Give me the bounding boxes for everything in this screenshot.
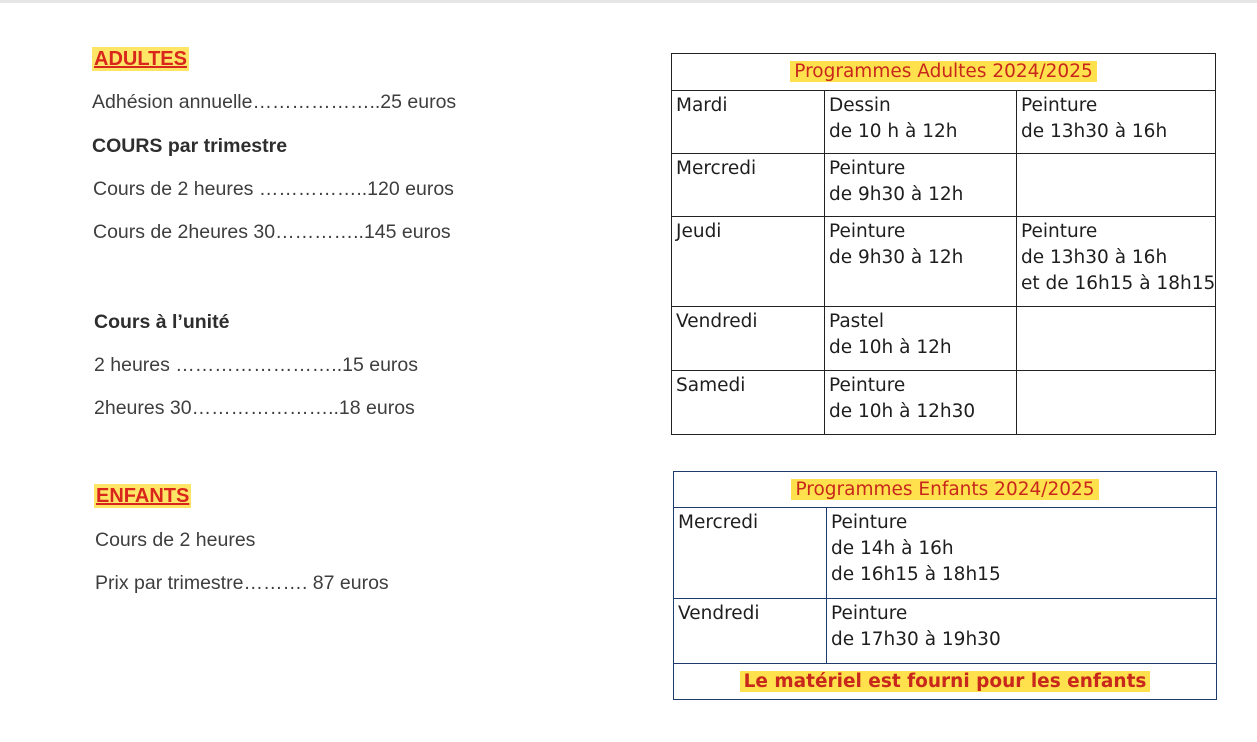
course-cell	[1017, 91, 1216, 154]
table-row	[672, 217, 1216, 307]
course-cell	[827, 599, 1217, 664]
course-name: Dessin	[829, 95, 891, 116]
enfants-heading: ENFANTS	[96, 485, 190, 507]
course-name: Peinture	[829, 375, 906, 396]
cours-unite-title: Cours à l’unité	[94, 311, 230, 333]
unite-2h-line: 2 heures ……………………..15 euros	[94, 354, 419, 376]
course-cell	[825, 371, 1017, 435]
enfants-schedule-table	[673, 471, 1217, 700]
table-row	[672, 371, 1216, 435]
course-cell	[825, 91, 1017, 154]
day-cell: Mercredi	[674, 508, 827, 599]
course-cell	[825, 217, 1017, 307]
course-cell	[825, 154, 1017, 217]
enfants-table-title-cell	[674, 472, 1217, 508]
enfants-cours-line: Cours de 2 heures	[95, 529, 256, 551]
adultes-schedule-table	[671, 53, 1216, 435]
course-name: Peinture	[829, 221, 906, 242]
unite-2h30-line: 2heures 30…………………..18 euros	[94, 397, 415, 419]
adultes-table-title: Programmes Adultes 2024/2025	[790, 61, 1096, 82]
day-cell: Samedi	[672, 371, 825, 435]
course-time: de 14h à 16h	[831, 538, 954, 559]
empty-cell	[1017, 154, 1216, 217]
adultes-heading: ADULTES	[94, 48, 187, 70]
course-cell	[825, 307, 1017, 371]
course-time: de 9h30 à 12h	[829, 184, 964, 205]
course-name: Peinture	[831, 512, 908, 533]
course-time: de 10h à 12h	[829, 337, 952, 358]
course-time: de 10h à 12h30	[829, 401, 976, 422]
table-row	[672, 307, 1216, 371]
cours-trimestre-title: COURS par trimestre	[92, 135, 288, 157]
course-time: de 16h15 à 18h15	[831, 564, 1001, 585]
course-time: de 13h30 à 16h	[1021, 121, 1168, 142]
adhesion-line: Adhésion annuelle………………..25 euros	[92, 91, 457, 113]
table-row	[674, 508, 1217, 599]
course-time: de 13h30 à 16h	[1021, 247, 1168, 268]
course-cell	[1017, 217, 1216, 307]
course-name: Peinture	[1021, 221, 1098, 242]
enfants-footer-cell	[674, 664, 1217, 700]
adultes-table-title-cell	[672, 54, 1216, 91]
materiel-note: Le matériel est fourni pour les enfants	[740, 671, 1151, 692]
course-time: de 10 h à 12h	[829, 121, 958, 142]
course-time: de 9h30 à 12h	[829, 247, 964, 268]
empty-cell	[1017, 307, 1216, 371]
enfants-prix-line: Prix par trimestre………. 87 euros	[95, 572, 389, 594]
course-name: Peinture	[1021, 95, 1098, 116]
day-cell: Mardi	[672, 91, 825, 154]
table-row	[674, 599, 1217, 664]
table-row	[672, 91, 1216, 154]
cours-2h30-line: Cours de 2heures 30…………..145 euros	[93, 221, 451, 243]
course-name: Peinture	[829, 158, 906, 179]
day-cell: Vendredi	[674, 599, 827, 664]
table-row	[672, 154, 1216, 217]
course-cell	[827, 508, 1217, 599]
day-cell: Jeudi	[672, 217, 825, 307]
course-time: et de 16h15 à 18h15	[1021, 273, 1216, 294]
top-edge-line	[0, 0, 1257, 3]
enfants-table-title: Programmes Enfants 2024/2025	[791, 479, 1098, 500]
course-name: Peinture	[831, 603, 908, 624]
day-cell: Vendredi	[672, 307, 825, 371]
course-name: Pastel	[829, 311, 885, 332]
cours-2h-line: Cours de 2 heures ……………..120 euros	[93, 178, 454, 200]
empty-cell	[1017, 371, 1216, 435]
course-time: de 17h30 à 19h30	[831, 629, 1001, 650]
day-cell: Mercredi	[672, 154, 825, 217]
